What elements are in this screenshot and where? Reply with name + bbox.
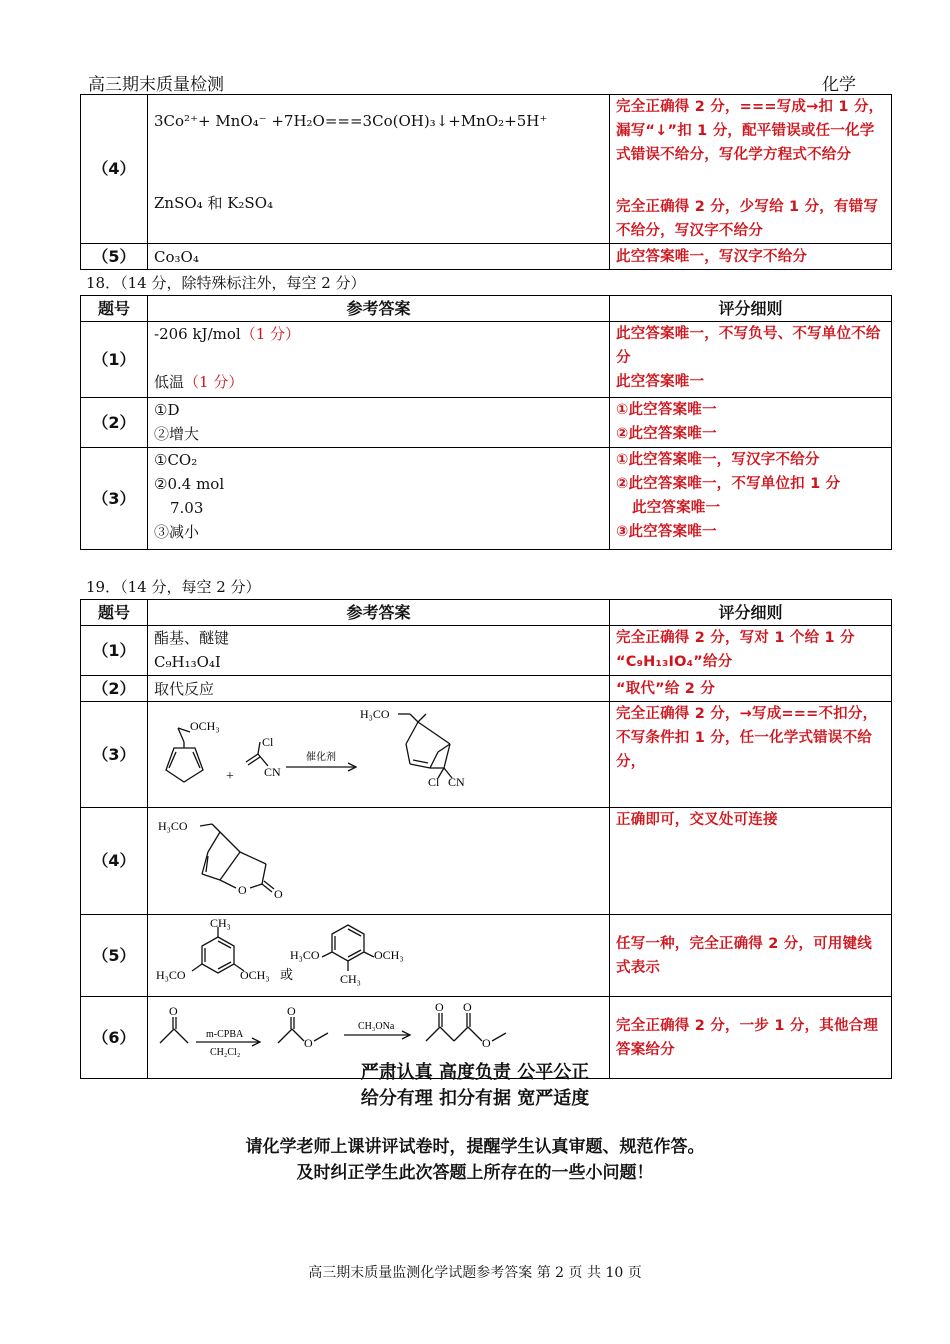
table-row [81,448,892,550]
q18-2-answer [148,398,610,448]
page-header [88,70,856,95]
q19-6-rule: 完全正确得 2 分，一步 1 分，其他合理答案给分 [610,997,892,1079]
q19-6-o6: O [482,1036,491,1050]
slogan-line-2: 给分有理 扣分有据 宽严适度 [360,1088,590,1109]
q17-table [80,94,892,270]
q19-1-no: （1） [81,626,148,676]
q18-3-a1: ①CO₂ [154,451,198,469]
q19-3-catalyst: 催化剂 [306,752,336,763]
q17-4-no: （4） [81,95,148,244]
col-rule: 评分细则 [610,600,892,626]
q19-heading: 19．（14 分，每空 2 分） [86,578,261,596]
q18-2-a2: ②增大 [154,425,200,443]
q18-2-no: （2） [81,398,148,448]
q19-3-rule: 完全正确得 2 分，→写成===不扣分，不写条件扣 1 分，任一化学式错误不给分， [610,702,892,808]
q19-table [80,599,892,1079]
q19-4-lactone-structure [148,808,608,907]
q19-3-plus: + [226,769,234,784]
q17-5-answer: Co₃O₄ [148,244,610,270]
q19-4-carbonyl-o: O [274,887,283,901]
q19-4-no: （4） [81,808,148,915]
q18-1-rule2: 此空答案唯一 [616,374,705,390]
q18-3-a4: ③减小 [154,523,200,541]
q19-5-och3-a: OCH₃ [240,968,270,982]
q19-5-h3co-b: H₃CO [290,948,320,962]
q19-6-o4: O [435,1000,444,1014]
q19-6-o2: O [287,1004,296,1018]
q19-5-ch3-b: CH₃ [340,972,361,986]
slogan-line-1: 严肃认真 高度负责 公平公正 [360,1062,590,1083]
q19-3-och3: OCH₃ [190,719,220,733]
q18-2-rule [610,398,892,448]
teacher-note-1: 请化学老师上课讲评试卷时，提醒学生认真审题、规范作答。 [245,1137,705,1157]
q19-1-rule1: 完全正确得 2 分，写对 1 个给 1 分 [616,630,855,646]
q18-2-rule1: ①此空答案唯一 [616,402,717,418]
q18-3-a3: 7.03 [170,499,204,517]
q18-1-a1-mark: （1 分） [240,325,300,343]
q19-2-no: （2） [81,676,148,702]
q19-6-o1: O [169,1004,178,1018]
q19-1-rule [610,626,892,676]
q18-3-no: （3） [81,448,148,550]
q18-3-rule2: ②此空答案唯一，不写单位扣 1 分 [616,476,841,492]
q19-3-cl-reactant: Cl [262,735,274,749]
q19-4-rule: 正确即可，交叉处可连接 [610,808,892,915]
q17-5-no: （5） [81,244,148,270]
q19-5-ch3-a: CH₃ [210,916,231,930]
q18-3-answer [148,448,610,550]
q19-3-reaction-scheme [148,702,608,800]
q18-1-rule [610,322,892,398]
col-answer: 参考答案 [148,296,610,322]
col-no: 题号 [81,296,148,322]
table-row [81,676,892,702]
q18-table [80,295,892,550]
q19-5-or: 或 [280,967,294,982]
table-row [81,626,892,676]
col-rule: 评分细则 [610,296,892,322]
q18-3-rule1: ①此空答案唯一，写汉字不给分 [616,452,820,468]
q17-4-answer [148,95,610,244]
q19-4-answer [148,808,610,915]
q17-4-rule1: 完全正确得 2 分，===写成→扣 1 分，漏写“↓”扣 1 分，配平错误或任一化学式错误不给分，写化学方程式不给分 [616,99,884,163]
q17-4-equation: 3Co²⁺+ MnO₄⁻ +7H₂O===3Co(OH)₃↓+MnO₂+5H⁺ [154,112,548,130]
q18-1-no: （1） [81,322,148,398]
q19-6-o5: O [463,1000,472,1014]
q19-6-mcpba: m-CPBA [206,1029,244,1040]
q19-3-h3co: H₃CO [360,707,390,721]
q18-1-a2: 低温 [154,373,185,391]
q18-1-rule1: 此空答案唯一，不写负号、不写单位不给分 [616,326,881,366]
q19-5-och3-b: OCH₃ [374,948,404,962]
q19-5-rule: 任写一种，完全正确得 2 分，可用键线式表示 [610,915,892,997]
table-row [81,808,892,915]
q19-5-isomers [148,915,608,989]
q19-6-o3: O [304,1036,313,1050]
header-subject: 化学 [822,75,856,95]
q19-5-no: （5） [81,915,148,997]
q19-3-cl-product: Cl [428,775,440,789]
q19-1-a1: 酯基、醚键 [154,629,230,647]
q19-3-no: （3） [81,702,148,808]
q19-6-ch3ona: CH₃ONa [358,1021,395,1032]
q19-1-a2: C₉H₁₃O₄I [154,653,221,671]
q18-1-a1: -206 kJ/mol [154,325,241,343]
q18-1-answer [148,322,610,398]
q19-1-answer [148,626,610,676]
table-row [81,915,892,997]
q19-4-ring-o: O [238,883,247,897]
table-header-row [81,600,892,626]
q19-3-answer [148,702,610,808]
table-row [81,95,892,244]
q19-6-ch2cl2: CH₂Cl₂ [210,1047,241,1058]
q18-3-a2: ②0.4 mol [154,475,225,493]
q19-6-no: （6） [81,997,148,1079]
table-row [81,398,892,448]
col-answer: 参考答案 [148,600,610,626]
q18-heading: 18．（14 分，除特殊标注外，每空 2 分） [86,274,366,292]
page-footer: 高三期末质量监测化学试题参考答案 第 2 页 共 10 页 [308,1265,642,1281]
q18-3-rule4: ③此空答案唯一 [616,524,717,540]
table-row [81,322,892,398]
q19-5-answer [148,915,610,997]
q18-1-a2-mark: （1 分） [184,373,244,391]
teacher-note-2: 及时纠正学生此次答题上所存在的一些小问题！ [296,1163,654,1183]
col-no: 题号 [81,600,148,626]
table-header-row [81,296,892,322]
q18-2-a1: ①D [154,401,180,419]
q19-2-rule: “取代”给 2 分 [610,676,892,702]
q19-2-answer: 取代反应 [148,676,610,702]
q18-3-rule [610,448,892,550]
q18-2-rule2: ②此空答案唯一 [616,426,717,442]
q19-5-h3co-a: H₃CO [156,968,186,982]
q17-4-rule2: 完全正确得 2 分，少写给 1 分，有错写不给分，写汉字不给分 [616,199,879,239]
header-title: 高三期末质量检测 [88,75,224,95]
q19-3-cn-reactant: CN [264,765,281,779]
q17-5-rule: 此空答案唯一，写汉字不给分 [610,244,892,270]
table-row [81,702,892,808]
q17-4-salt: ZnSO₄ 和 K₂SO₄ [154,194,274,212]
q19-3-cn-product: CN [448,775,465,789]
q17-4-rule [610,95,892,244]
table-row [81,244,892,270]
q18-3-rule3: 此空答案唯一 [632,500,721,516]
q19-1-rule2: “C₉H₁₃IO₄”给分 [616,654,733,670]
q19-4-h3co: H₃CO [158,819,188,833]
